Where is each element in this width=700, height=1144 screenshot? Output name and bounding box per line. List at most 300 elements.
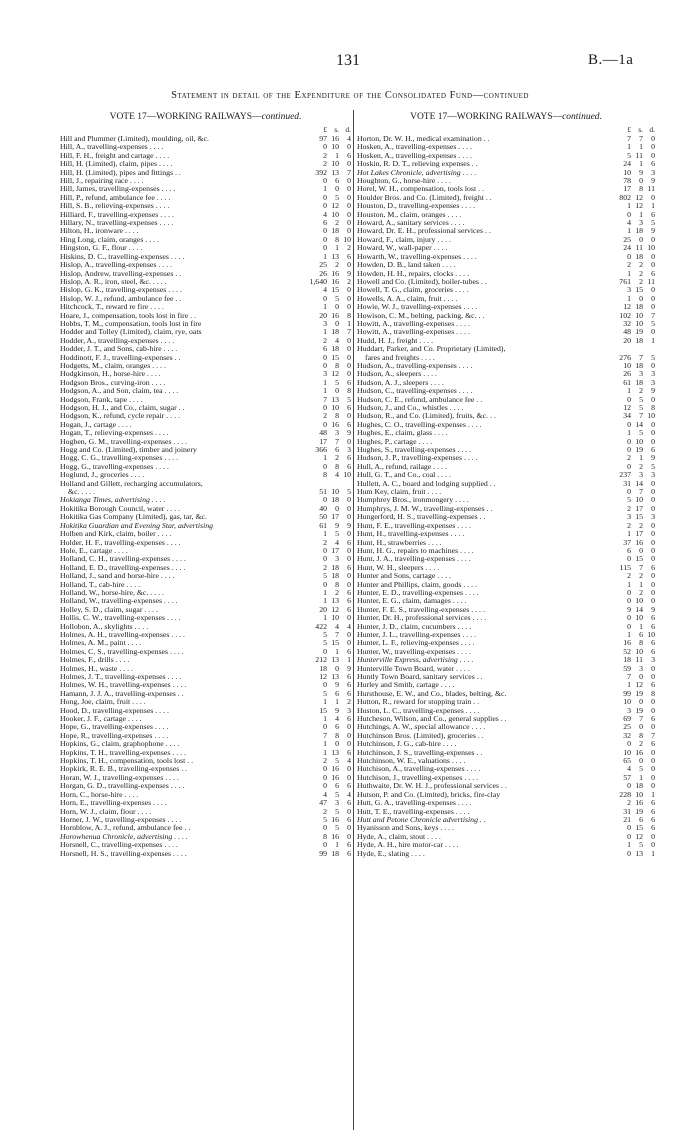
entry-shillings: 16 [635, 747, 643, 757]
entry-pounds: 3 [323, 369, 327, 379]
entry-shillings: 8 [639, 638, 643, 648]
entry-description: Hood, D., travelling-expenses . . . . [60, 706, 169, 715]
entry-description: Hullett, A. C., board and lodging supplied . . [357, 479, 496, 488]
entry-description: Hooker, J. F., cartage . . . . [60, 715, 142, 724]
entry-row [60, 723, 351, 731]
entry-pence: 5 [347, 487, 351, 497]
entry-row [60, 850, 351, 858]
entry-description: Hopkins, G., claim, graphophone . . . . [60, 740, 180, 749]
entry-description: Huddart, Parker, and Co. Proprietary (Limited), [357, 345, 506, 354]
entry-pounds: 4 [323, 285, 327, 295]
entry-pence: 0 [347, 772, 351, 782]
entry-row [357, 723, 655, 731]
entry-pence: 0 [651, 503, 655, 513]
entry-row [357, 169, 655, 177]
entry-pounds: 4 [627, 218, 631, 228]
entry-description: Hodgson, K., refund, cycle repair . . . . [60, 412, 180, 421]
entry-pence: 3 [651, 655, 655, 665]
entry-shillings: 5 [639, 840, 643, 850]
entry-shillings: 3 [639, 218, 643, 228]
entry-pence: 2 [347, 243, 351, 253]
entry-pence: 2 [347, 276, 351, 286]
entry-row [357, 185, 655, 193]
entry-pence: 0 [651, 487, 655, 497]
entry-shillings: 7 [639, 352, 643, 362]
entry-description: Horn, W. J., claim, flour . . . . [60, 807, 152, 816]
entry-description: Howard, F., claim, injury . . . . [357, 235, 452, 244]
entry-pounds: 7 [323, 730, 327, 740]
entry-row [357, 639, 655, 647]
entry-description: Hoddinott, F. J., travelling-expenses . . [60, 353, 181, 362]
entry-row [60, 253, 351, 261]
entry-pence: 3 [347, 445, 351, 455]
entry-row [357, 244, 655, 252]
entry-pence: 6 [347, 587, 351, 597]
entry-pence: 0 [651, 302, 655, 312]
entry-pence: 0 [651, 478, 655, 488]
entry-description: Hunt, W. H., sleepers . . . . [357, 563, 440, 572]
entry-description: Hudson, C. E., refund, ambulance fee . . [357, 395, 483, 404]
entry-shillings: 11 [635, 243, 643, 253]
entry-pounds: 26 [623, 369, 631, 379]
entry-pounds: 0 [323, 352, 327, 362]
entry-pence: 6 [651, 680, 655, 690]
entry-description: Hunt, H., travelling-expenses . . . . [357, 530, 465, 539]
entry-row [60, 236, 351, 244]
entry-description: Hopkirk, R. E. B., travelling-expenses . . [60, 765, 188, 774]
entry-pounds: 0 [627, 823, 631, 833]
entry-pounds: 12 [623, 302, 631, 312]
entry-row [60, 496, 351, 504]
entry-description: Howden, D. B., land taken . . . . [357, 261, 456, 270]
entry-shillings: 18 [331, 562, 339, 572]
entry-row [60, 774, 351, 782]
entry-pence: 0 [347, 293, 351, 303]
entry-row [60, 463, 351, 471]
entry-description: Hogg, G., travelling-expenses . . . . [60, 462, 169, 471]
entry-description: Hilton, H., ironware . . . . [60, 227, 139, 236]
entry-pounds: 5 [627, 150, 631, 160]
entry-row [60, 211, 351, 219]
entry-list [60, 135, 351, 858]
entry-pence: 0 [651, 529, 655, 539]
entry-shillings: 10 [331, 487, 339, 497]
entry-pounds: 1 [323, 453, 327, 463]
entry-pence: 0 [651, 772, 655, 782]
entry-pence: 0 [651, 781, 655, 791]
entry-pence: 0 [651, 697, 655, 707]
entry-description: Hunt, H. G., repairs to machines . . . . [357, 546, 474, 555]
entry-description: Horel, W. H., compensation, tools lost . . [357, 185, 484, 194]
entry-shillings: 6 [335, 445, 339, 455]
entry-pence: 0 [347, 159, 351, 169]
entry-shillings: 1 [335, 646, 339, 656]
entry-description: Hitchcock, T., reward re fire . . . . [60, 303, 164, 312]
entry-shillings: 15 [635, 823, 643, 833]
entry-shillings: 16 [331, 134, 339, 143]
entry-pence: 8 [347, 386, 351, 396]
entry-description: Hutson, P. and Co. (Limited), bricks, fire-clay [357, 790, 501, 799]
entry-pence: 2 [347, 697, 351, 707]
entry-row [60, 202, 351, 210]
entry-pence: 0 [347, 613, 351, 623]
entry-pounds: 802 [619, 192, 631, 202]
entry-pence: 9 [651, 386, 655, 396]
entry-row [357, 202, 655, 210]
entry-pounds: 1 [323, 596, 327, 606]
entry-pounds: 366 [315, 445, 327, 455]
entry-row [357, 446, 655, 454]
entry-pence: 8 [651, 403, 655, 412]
entry-row [357, 791, 655, 799]
entry-shillings: 12 [635, 680, 643, 690]
entry-pence: 0 [347, 512, 351, 522]
entry-shillings: 2 [639, 268, 643, 278]
entry-shillings: 18 [331, 226, 339, 236]
entry-shillings: 4 [335, 714, 339, 724]
entry-row [357, 152, 655, 160]
entry-pence: 5 [651, 461, 655, 471]
entry-pence: 0 [347, 571, 351, 581]
entry-pounds: 0 [323, 772, 327, 782]
entry-description: Hoskin, R. D. T., relieving expenses . . [357, 160, 478, 169]
entry-row [357, 270, 655, 278]
entry-shillings: 3 [335, 554, 339, 564]
entry-pounds: 0 [627, 831, 631, 841]
entry-pounds: 1 [627, 201, 631, 211]
entry-shillings: 12 [331, 369, 339, 379]
entry-shillings: 10 [635, 789, 643, 799]
entry-row [357, 597, 655, 605]
entry-pence: 6 [347, 150, 351, 160]
entry-pounds: 61 [623, 377, 631, 387]
entry-row [357, 194, 655, 202]
entry-description: Hunt, J. A., travelling-expenses . . . . [357, 555, 471, 564]
entry-pence: 11 [647, 184, 655, 194]
entry-shillings: 1 [335, 697, 339, 707]
entry-shillings: 16 [331, 814, 339, 824]
entry-shillings: 8 [335, 461, 339, 471]
entry-pence: 9 [651, 604, 655, 614]
entry-shillings: 10 [635, 596, 643, 606]
heading-suffix: continued [261, 112, 300, 122]
entry-pounds: 1 [323, 587, 327, 597]
entry-pence: 6 [651, 646, 655, 656]
column-heading: VOTE 17—WORKING RAILWAYS—continued. [109, 112, 302, 122]
entry-pounds: 2 [323, 159, 327, 169]
entry-pounds: 0 [323, 764, 327, 774]
entry-row [60, 480, 351, 488]
entry-pounds: 0 [323, 495, 327, 505]
entry-row [60, 572, 351, 580]
entry-pounds: 10 [623, 697, 631, 707]
entry-description: Howitt, A., travelling-expenses . . . . [357, 319, 470, 328]
entry-row [357, 681, 655, 689]
entry-pence: 0 [347, 226, 351, 236]
entry-row [60, 370, 351, 378]
entry-description: Hislop, A., travelling-expenses . . . . [60, 261, 172, 270]
entry-shillings: 13 [635, 848, 643, 858]
entry-row [357, 328, 655, 336]
entry-pence: 0 [347, 411, 351, 421]
entry-pounds: 16 [623, 638, 631, 648]
entry-shillings: 4 [335, 621, 339, 631]
entry-row [60, 824, 351, 832]
entry-row [60, 749, 351, 757]
entry-pounds: 52 [623, 646, 631, 656]
heading-text: VOTE 17—WORKING RAILWAYS [410, 112, 553, 122]
entry-row [357, 177, 655, 185]
entry-description: Holland, C. H., travelling-expenses . . . . [60, 555, 186, 564]
pence-header: d. [649, 125, 655, 134]
entry-pence: 5 [651, 352, 655, 362]
heading-suffix: continued [562, 112, 600, 122]
entry-pounds: 2 [323, 562, 327, 572]
entry-row [357, 547, 655, 555]
entry-description: Hislop, Andrew, travelling-expenses . . [60, 269, 182, 278]
entry-description: Holland, W., horse-hire, &c. . . . . [60, 588, 164, 597]
entry-shillings: 7 [335, 436, 339, 446]
entry-description: Holland, J., sand and horse-hire . . . . [60, 572, 175, 581]
entry-pounds: 31 [623, 806, 631, 816]
entry-shillings: 14 [635, 478, 643, 488]
entry-row [60, 412, 351, 420]
entry-pence: 7 [651, 730, 655, 740]
entry-pence: 6 [347, 781, 351, 791]
entry-description: Howell and Co. (Limited), boiler-tubes . . [357, 277, 487, 286]
entry-shillings: 12 [635, 831, 643, 841]
entry-pounds: 2 [323, 335, 327, 345]
entry-pounds: 9 [627, 604, 631, 614]
entry-pounds: 0 [323, 403, 327, 412]
entry-shillings: 2 [639, 260, 643, 270]
entry-description: Hill, F. H., freight and cartage . . . . [60, 151, 170, 160]
entry-pence: 0 [651, 360, 655, 370]
entry-row [357, 740, 655, 748]
entry-row [357, 715, 655, 723]
entry-row [60, 219, 351, 227]
entry-description: Houghton, G., horse-hire . . . . [357, 177, 451, 186]
entry-shillings: 1 [335, 243, 339, 253]
entry-pence: 6 [651, 714, 655, 724]
entry-row [357, 421, 655, 429]
entry-pounds: 21 [623, 814, 631, 824]
entry-pounds: 5 [323, 638, 327, 648]
entry-pounds: 2 [323, 756, 327, 766]
entry-pence: 0 [347, 806, 351, 816]
entry-pence: 10 [343, 234, 351, 244]
entry-row [60, 454, 351, 462]
entry-pence: 0 [347, 201, 351, 211]
entry-pence: 0 [347, 554, 351, 564]
entry-shillings: 19 [635, 705, 643, 715]
entry-description: Hutcheson, Wilson, and Co., general supplies . . [357, 715, 507, 724]
entry-pounds: 12 [319, 672, 327, 681]
entry-row [60, 396, 351, 404]
entry-pence: 6 [347, 798, 351, 808]
entry-shillings: 5 [639, 403, 643, 412]
entry-pence: 0 [651, 419, 655, 429]
entry-pence: 0 [347, 730, 351, 740]
entry-pence: 6 [651, 159, 655, 169]
entry-pence: 6 [347, 646, 351, 656]
entry-pence: 0 [651, 260, 655, 270]
entry-shillings: 10 [635, 310, 643, 320]
entry-pounds: 0 [323, 176, 327, 186]
entry-pounds: 3 [627, 705, 631, 715]
entry-pounds: 5 [323, 688, 327, 698]
entry-description: Hobbs, T. M., compensation, tools lost in fire [60, 319, 202, 328]
entry-shillings: 0 [639, 176, 643, 186]
entry-pence: 0 [651, 142, 655, 152]
entry-description: Hudson, R., and Co. (Limited), fruits, &c. . . [357, 412, 496, 421]
entry-row [357, 143, 655, 151]
entry-pence: 11 [647, 276, 655, 286]
entry-pence: 0 [347, 579, 351, 589]
entry-shillings: 6 [335, 781, 339, 791]
entry-shillings: 2 [639, 739, 643, 749]
entry-row [60, 698, 351, 706]
entry-pence: 0 [347, 503, 351, 513]
entry-shillings: 8 [335, 360, 339, 370]
entry-row [357, 404, 655, 412]
entry-pounds: 3 [627, 285, 631, 295]
entry-description: Houlder Bros. and Co. (Limited), freight . . [357, 193, 492, 202]
entry-row [60, 404, 351, 412]
entry-description: Hodgetts, M., claim, oranges . . . . [60, 361, 166, 370]
entry-row [60, 623, 351, 631]
entry-row [60, 379, 351, 387]
entry-pence: 6 [651, 823, 655, 833]
entry-row [60, 539, 351, 547]
entry-shillings: 1 [335, 150, 339, 160]
entry-shillings: 8 [335, 579, 339, 589]
entry-description: Hutt and Petone Chronicle advertising . . [357, 815, 486, 824]
entry-description: Hutt, G. A., travelling-expenses . . . . [357, 799, 472, 808]
entry-shillings: 7 [639, 134, 643, 143]
entry-description: Holland, E. D., travelling-expenses . . . . [60, 563, 186, 572]
entry-row [357, 581, 655, 589]
entry-pounds: 1 [323, 386, 327, 396]
entry-description: Hurley and Smith, cartage . . . . [357, 681, 455, 690]
entry-shillings: 13 [331, 672, 339, 681]
entry-pounds: 24 [623, 243, 631, 253]
entry-row [357, 665, 655, 673]
entry-row [357, 211, 655, 219]
entry-pence: 5 [651, 318, 655, 328]
entry-description: Hursthouse, E. W., and Co., blades, belting, &c. [357, 689, 507, 698]
entry-description: Hogan, J., cartage . . . . [60, 420, 132, 429]
entry-shillings: 1 [639, 579, 643, 589]
entry-shillings: 0 [335, 663, 339, 673]
entry-row [60, 808, 351, 816]
entry-row [357, 816, 655, 824]
entry-pounds: 276 [619, 352, 631, 362]
entry-description: Howard, W., wall-paper . . . . [357, 244, 448, 253]
entry-row [60, 143, 351, 151]
entry-row [60, 244, 351, 252]
entry-pence: 0 [651, 495, 655, 505]
entry-pence: 10 [647, 411, 655, 421]
entry-pounds: 0 [627, 739, 631, 749]
entry-pounds: 17 [319, 436, 327, 446]
entry-shillings: 15 [635, 554, 643, 564]
entry-description: Hunt, F. E., travelling-expenses . . . . [357, 521, 471, 530]
entry-shillings: 17 [635, 503, 643, 513]
entry-row [357, 387, 655, 395]
entry-shillings: 18 [635, 360, 643, 370]
entry-row [357, 732, 655, 740]
entry-row [60, 354, 351, 362]
entry-pence: 10 [647, 243, 655, 253]
entry-description: Hunterville Town Board, water . . . . [357, 664, 470, 673]
entry-row [60, 648, 351, 656]
entry-pounds: 0 [627, 621, 631, 631]
entry-row [357, 337, 655, 345]
entry-pence: 0 [651, 192, 655, 202]
entry-pence: 0 [347, 495, 351, 505]
entry-shillings: 0 [639, 756, 643, 766]
entry-pounds: 761 [619, 276, 631, 286]
entry-row [357, 690, 655, 698]
entry-pounds: 1,640 [309, 276, 327, 286]
entry-shillings: 18 [331, 571, 339, 581]
entry-row [357, 833, 655, 841]
pence-header: d. [345, 125, 351, 134]
entry-pence: 6 [347, 537, 351, 547]
entry-shillings: 9 [639, 167, 643, 177]
entry-pence: 1 [347, 318, 351, 328]
entry-pounds: 1 [323, 251, 327, 261]
entry-description: Hutchinson, W. E., valuations . . . . [357, 757, 466, 766]
entry-shillings: 16 [331, 310, 339, 320]
entry-shillings: 2 [639, 386, 643, 396]
entry-pence: 6 [651, 814, 655, 824]
entry-description: Hislop, G. K., travelling-expenses . . . . [60, 286, 182, 295]
entry-row [357, 488, 655, 496]
entry-row [357, 513, 655, 521]
entry-row [60, 589, 351, 597]
entry-pounds: 1 [323, 184, 327, 194]
entry-pounds: 2 [627, 571, 631, 581]
entry-pence: 3 [651, 377, 655, 387]
entry-pounds: 20 [319, 310, 327, 320]
entry-shillings: 13 [331, 394, 339, 404]
entry-row [357, 370, 655, 378]
entry-description: Howells, A. A., claim, fruit . . . . [357, 294, 458, 303]
entry-pence: 6 [651, 798, 655, 808]
entry-row [357, 454, 655, 462]
entry-pounds: 10 [623, 747, 631, 757]
entry-pence: 0 [347, 831, 351, 841]
entry-row [357, 782, 655, 790]
entry-description: Hamann, J. J. A., travelling-expenses . . [60, 689, 184, 698]
entry-row [357, 530, 655, 538]
entry-pence: 6 [347, 403, 351, 412]
entry-row [60, 303, 351, 311]
entry-description: Hutchinson, J. G., cab-hire . . . . [357, 740, 457, 749]
entry-shillings: 6 [335, 176, 339, 186]
entry-shillings: 2 [335, 218, 339, 228]
entry-description: Hull, A., refund, railage . . . . [357, 462, 447, 471]
entry-pence: 0 [651, 285, 655, 295]
entry-pounds: 99 [319, 848, 327, 858]
entry-pounds: 37 [623, 537, 631, 547]
entry-pence: 10 [343, 470, 351, 480]
entry-description: Hyde, E., slating . . . . [357, 849, 425, 858]
entry-pounds: 0 [323, 201, 327, 211]
entry-pence: 6 [651, 445, 655, 455]
